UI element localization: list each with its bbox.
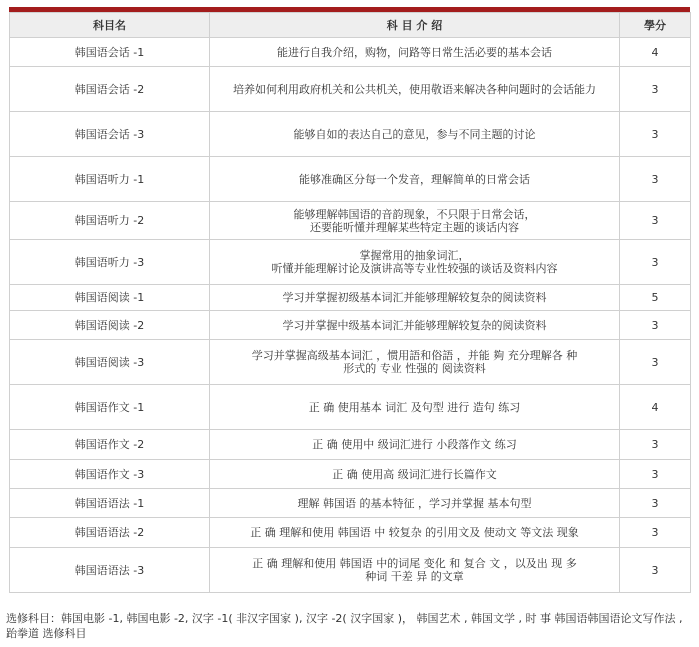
table-row — [10, 385, 691, 430]
course-description-line: 能够自如的表达自己的意见，参与不同主题的讨论 — [293, 127, 536, 141]
course-name-cell: 韩国语会话 -2 — [10, 67, 210, 112]
course-description-cell — [210, 489, 620, 518]
table-row — [10, 340, 691, 385]
course-description-cell — [210, 112, 620, 157]
course-description-line: 掌握常用的抽象词汇， — [359, 249, 470, 262]
table-row — [10, 311, 691, 340]
course-description-cell — [210, 311, 620, 340]
table-row — [10, 489, 691, 518]
course-description-cell — [210, 340, 620, 385]
table-row — [10, 112, 691, 157]
course-description-line: 听懂并能理解讨论及演讲高等专业性较强的谈话及资料内容 — [271, 262, 558, 275]
course-credit-cell: 4 — [620, 385, 691, 430]
course-description-line: 学习并掌握初级基本词汇并能够理解较复杂的阅读资料 — [282, 291, 547, 304]
course-credit-cell: 3 — [620, 489, 691, 518]
course-description-line: 能进行自我介绍，购物，问路等日常生活必要的基本会话 — [277, 45, 552, 59]
course-description-cell — [210, 202, 620, 240]
course-description-cell — [210, 430, 620, 460]
course-name-cell: 韩国语语法 -2 — [10, 518, 210, 548]
course-credit-cell: 3 — [620, 240, 691, 285]
course-description-cell — [210, 240, 620, 285]
course-description-line: 理解 韩国语 的基本特征 ，学习并掌握 基本句型 — [297, 496, 532, 510]
course-description-line: 还要能听懂并理解某些特定主题的谈话内容 — [310, 220, 519, 234]
course-credit-cell: 5 — [620, 285, 691, 311]
course-name-cell: 韩国语听力 -1 — [10, 157, 210, 202]
course-name-cell: 韩国语语法 -3 — [10, 548, 210, 593]
course-description-cell — [210, 460, 620, 489]
table-row — [10, 38, 691, 67]
course-description-cell — [210, 38, 620, 67]
course-name-cell: 韩国语阅读 -3 — [10, 340, 210, 385]
course-description-line: 正 确 理解和使用 韩国语 中的词尾 变化 和 复合 文 ，以及出 现 多 — [252, 557, 577, 570]
course-credit-cell: 3 — [620, 112, 691, 157]
table-header-row — [10, 13, 691, 38]
course-name-cell: 韩国语作文 -1 — [10, 385, 210, 430]
course-description-line: 正 确 理解和使用 韩国语 中 较复杂 的引用文及 使动文 等文法 现象 — [250, 526, 579, 539]
table-row — [10, 548, 691, 593]
course-table — [9, 12, 691, 593]
course-description-line: 能够理解韩国语的音韵现象，不只限于日常会话， — [293, 207, 536, 221]
table-row — [10, 157, 691, 202]
column-header-course-name: 科目名 — [10, 13, 210, 38]
course-description-line: 培养如何利用政府机关和公共机关，使用敬语来解决各种问题时的会话能力 — [233, 82, 596, 96]
course-credit-cell: 3 — [620, 548, 691, 593]
table-row — [10, 285, 691, 311]
course-credit-cell: 4 — [620, 38, 691, 67]
course-table-body — [10, 38, 691, 593]
course-name-cell: 韩国语阅读 -1 — [10, 285, 210, 311]
course-name-cell: 韩国语会话 -3 — [10, 112, 210, 157]
course-description-cell — [210, 548, 620, 593]
course-description-line: 正 确 使用高 级词汇进行长篇作文 — [332, 467, 497, 481]
table-row — [10, 460, 691, 489]
course-description-cell — [210, 385, 620, 430]
table-row — [10, 67, 691, 112]
course-description-line: 种词 干差 异 的文章 — [365, 570, 464, 583]
course-credit-cell: 3 — [620, 340, 691, 385]
course-credit-cell: 3 — [620, 430, 691, 460]
course-description-line: 正 确 使用中 级词汇进行 小段落作文 练习 — [312, 438, 517, 451]
course-description-cell — [210, 518, 620, 548]
course-name-cell: 韩国语作文 -2 — [10, 430, 210, 460]
course-description-line: 学习并掌握中级基本词汇并能够理解较复杂的阅读资料 — [282, 318, 547, 332]
course-description-line: 学习并掌握高级基本词汇 ，惯用語和俗語 ，并能 夠 充分理解各 种 — [251, 349, 578, 362]
course-name-cell: 韩国语作文 -3 — [10, 460, 210, 489]
course-description-line: 形式的 专业 性强的 阅读资料 — [343, 362, 486, 375]
course-credit-cell: 3 — [620, 518, 691, 548]
course-name-cell: 韩国语听力 -3 — [10, 240, 210, 285]
course-name-cell: 韩国语语法 -1 — [10, 489, 210, 518]
course-credit-cell: 3 — [620, 311, 691, 340]
course-name-cell: 韩国语阅读 -2 — [10, 311, 210, 340]
course-credit-cell: 3 — [620, 67, 691, 112]
course-description-line: 能够准确区分每一个发音，理解简单的日常会话 — [299, 172, 530, 186]
course-credit-cell: 3 — [620, 460, 691, 489]
table-row — [10, 430, 691, 460]
course-description-cell — [210, 285, 620, 311]
course-credit-cell: 3 — [620, 202, 691, 240]
electives-note: 选修科目：韩国电影 -1, 韩国电影 -2, 汉字 -1( 非汉字国家 ), 汉字 -2( 汉字国家 )， 韩国艺术 , 韩国文学 , 时 事 韩国语韩国语论文写作法 , 跆拳道 选修科目 — [6, 612, 683, 640]
table-row — [10, 518, 691, 548]
course-description-cell — [210, 67, 620, 112]
course-description-cell — [210, 157, 620, 202]
column-header-course-description: 科 目 介 绍 — [210, 13, 620, 38]
course-description-line: 正 确 使用基本 词汇 及句型 进行 造句 练习 — [308, 400, 521, 414]
table-row — [10, 240, 691, 285]
course-name-cell: 韩国语听力 -2 — [10, 202, 210, 240]
table-row — [10, 202, 691, 240]
column-header-credits: 學分 — [620, 13, 691, 38]
course-name-cell: 韩国语会话 -1 — [10, 38, 210, 67]
course-credit-cell: 3 — [620, 157, 691, 202]
